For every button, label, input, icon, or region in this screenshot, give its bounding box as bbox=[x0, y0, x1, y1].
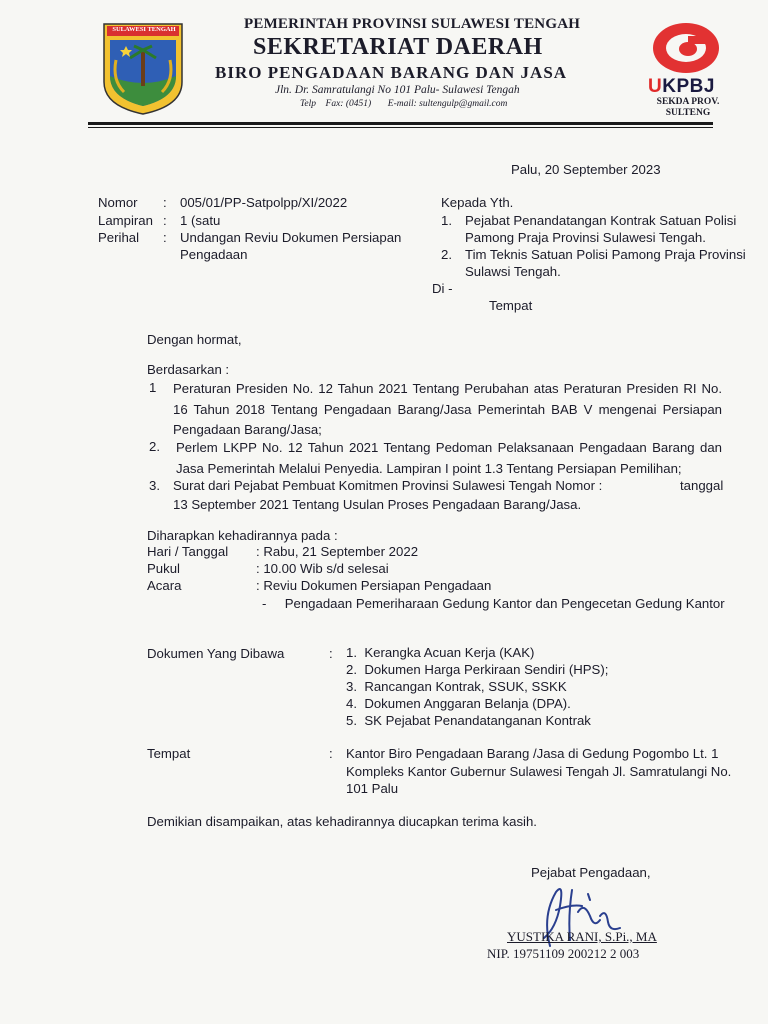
dokumen-item: 1. Kerangka Acuan Kerja (KAK) bbox=[346, 645, 535, 660]
tempat-label: Tempat bbox=[147, 746, 191, 761]
perihal-colon: : bbox=[163, 230, 167, 245]
schedule-time-value: : 10.00 Wib s/d selesai bbox=[256, 561, 389, 576]
dokumen-item: 5. SK Pejabat Penandatanganan Kontrak bbox=[346, 713, 591, 728]
header-address: Jln. Dr. Samratulangi No 101 Palu- Sulawesi Tengah bbox=[275, 84, 520, 96]
basis-1-text: Peraturan Presiden No. 12 Tahun 2021 Tentang Perubahan atas Peraturan Presiden RI No. 16 Tahun 2018 Tentang Pengadaan Barang/Jasa Pemerintah BAB V mengenai Persiapan Pengadaan Barang/Jasa; bbox=[173, 381, 722, 437]
closing-text: Demikian disampaikan, atas kehadirannya diucapkan terima kasih. bbox=[147, 814, 537, 829]
header-line-2: SEKRETARIAT DAERAH bbox=[253, 34, 543, 60]
recipient-2-line-1: Tim Teknis Satuan Polisi Pamong Praja Provinsi bbox=[465, 247, 746, 262]
header-rule-thick bbox=[88, 122, 713, 125]
perihal-value-line-1: Undangan Reviu Dokumen Persiapan bbox=[180, 230, 402, 245]
recipient-2-num: 2. bbox=[441, 247, 452, 262]
dokumen-item: 2. Dokumen Harga Perkiraan Sendiri (HPS); bbox=[346, 662, 609, 677]
dokumen-colon: : bbox=[329, 646, 333, 661]
di-label: Di - bbox=[432, 281, 453, 296]
tempat-line: Kantor Biro Pengadaan Barang /Jasa di Gedung Pogombo Lt. 1 bbox=[346, 746, 719, 761]
tempat-line: 101 Palu bbox=[346, 781, 399, 796]
schedule-day-label: Hari / Tanggal bbox=[147, 544, 229, 559]
berdasarkan-label: Berdasarkan : bbox=[147, 362, 230, 377]
lampiran-label: Lampiran bbox=[98, 213, 153, 228]
nomor-value: 005/01/PP-Satpolpp/XI/2022 bbox=[180, 195, 348, 210]
lampiran-colon: : bbox=[163, 213, 167, 228]
basis-3-text-c: 13 September 2021 Tentang Usulan Proses Pengadaan Barang/Jasa. bbox=[173, 497, 582, 512]
letterhead bbox=[0, 0, 768, 135]
header-contact: Telp Fax: (0451) E-mail: sultengulp@gmail.com bbox=[300, 99, 508, 109]
signatory-nip: NIP. 19751109 200212 2 003 bbox=[487, 946, 640, 961]
nomor-colon: : bbox=[163, 195, 167, 210]
signature-title: Pejabat Pengadaan, bbox=[531, 865, 651, 880]
tempat-line: Kompleks Kantor Gubernur Sulawesi Tengah Jl. Samratulangi No. bbox=[346, 764, 732, 779]
ukpbj-logo-icon bbox=[650, 22, 722, 78]
dokumen-item: 4. Dokumen Anggaran Belanja (DPA). bbox=[346, 696, 571, 711]
basis-3-num: 3. bbox=[149, 478, 160, 493]
schedule-day-value: : Rabu, 21 September 2022 bbox=[256, 544, 419, 559]
lampiran-value: 1 (satu bbox=[180, 213, 221, 228]
ukpbj-wordmark: UKPBJ bbox=[648, 76, 715, 97]
basis-1-num: 1 bbox=[149, 380, 157, 395]
signatory-name: YUSTIKA RANI, S.Pi., MA bbox=[507, 929, 657, 944]
basis-3-text-b: tanggal bbox=[680, 478, 724, 493]
nomor-label: Nomor bbox=[98, 195, 138, 210]
tempat-recipient: Tempat bbox=[489, 298, 533, 313]
header-line-3: BIRO PENGADAAN BARANG DAN JASA bbox=[215, 63, 568, 82]
recipient-1-line-2: Pamong Praja Provinsi Sulawesi Tengah. bbox=[465, 230, 706, 245]
basis-2-text: Perlem LKPP No. 12 Tahun 2021 Tentang Pedoman Pelaksanaan Pengadaan Barang dan Jasa Pemerintah Melalui Penyedia. Lampiran I point 1.3 Tentang Persiapan Pemilihan; bbox=[176, 440, 722, 476]
header-rule-thin bbox=[88, 127, 713, 128]
kepada-label: Kepada Yth. bbox=[441, 195, 514, 210]
schedule-event-sub: - Pengadaan Pemeriharaan Gedung Kantor dan Pengecetan Gedung Kantor bbox=[262, 596, 725, 611]
emblem-banner-text: SULAWESI TENGAH bbox=[112, 26, 176, 33]
schedule-event-value: : Reviu Dokumen Persiapan Pengadaan bbox=[256, 578, 492, 593]
diharapkan-label: Diharapkan kehadirannya pada : bbox=[147, 528, 338, 543]
ukpbj-sub-2: SULTENG bbox=[665, 108, 711, 118]
tempat-colon: : bbox=[329, 746, 333, 761]
perihal-value-line-2: Pengadaan bbox=[180, 247, 248, 262]
salutation: Dengan hormat, bbox=[147, 332, 242, 347]
dokumen-item: 3. Rancangan Kontrak, SSUK, SSKK bbox=[346, 679, 567, 694]
dokumen-label: Dokumen Yang Dibawa bbox=[147, 646, 285, 661]
perihal-label: Perihal bbox=[98, 230, 140, 245]
recipient-1-line-1: Pejabat Penandatangan Kontrak Satuan Polisi bbox=[465, 213, 737, 228]
schedule-time-label: Pukul bbox=[147, 561, 180, 576]
basis-3-text-a: Surat dari Pejabat Pembuat Komitmen Provinsi Sulawesi Tengah Nomor : bbox=[173, 478, 603, 493]
schedule-event-label: Acara bbox=[147, 578, 182, 593]
letter-date: Palu, 20 September 2023 bbox=[511, 162, 661, 177]
recipient-1-num: 1. bbox=[441, 213, 452, 228]
recipient-2-line-2: Sulawsi Tengah. bbox=[465, 264, 561, 279]
province-emblem-icon bbox=[100, 20, 186, 116]
basis-2-num: 2. bbox=[149, 439, 160, 454]
header-line-1: PEMERINTAH PROVINSI SULAWESI TENGAH bbox=[244, 16, 581, 32]
ukpbj-sub-1: SEKDA PROV. bbox=[656, 97, 720, 107]
